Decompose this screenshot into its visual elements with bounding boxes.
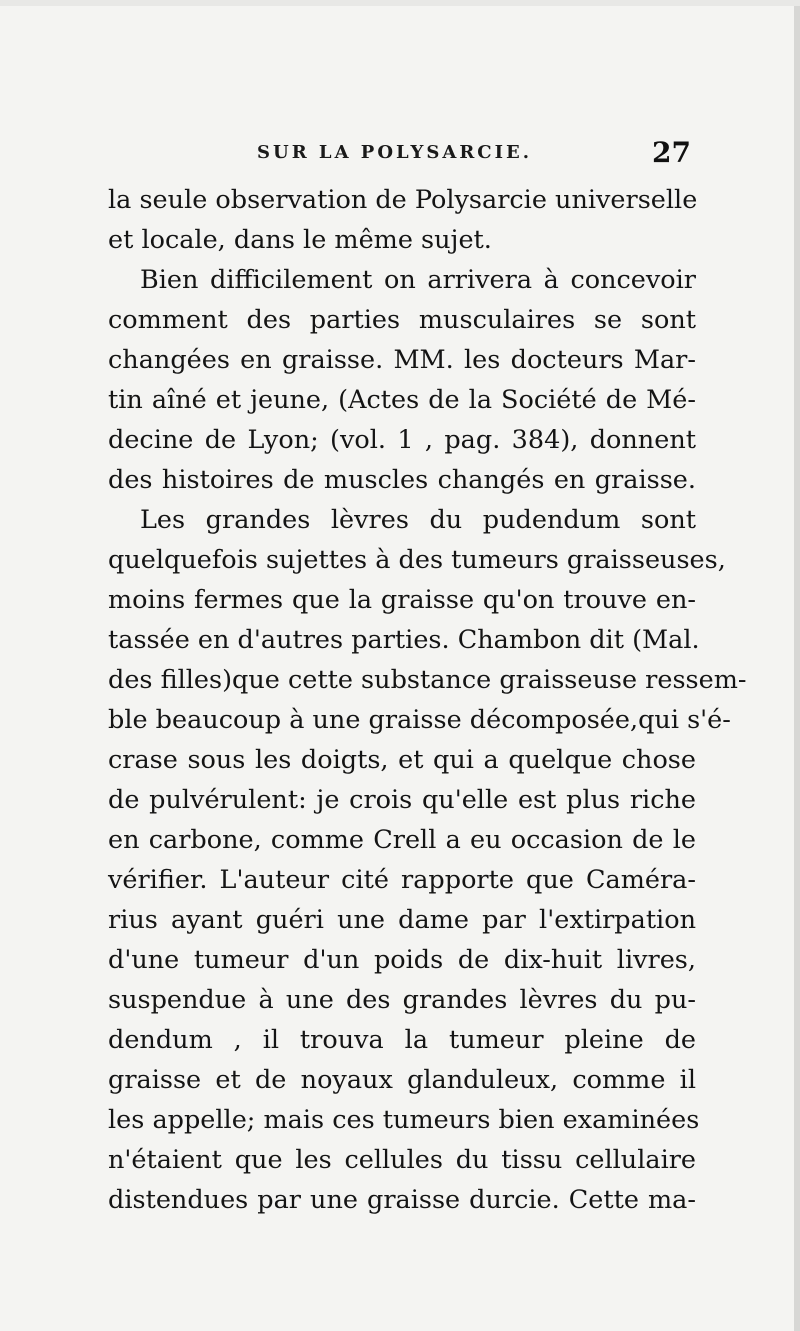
- text-line: la seule observation de Polysarcie universelle: [108, 185, 698, 215]
- text-line: des histoires de muscles changés en graisse.: [108, 465, 696, 495]
- text-line: tin aîné et jeune, (Actes de la Société de Mé-: [108, 385, 696, 415]
- text-line: graisse et de noyaux glanduleux, comme il: [108, 1065, 696, 1095]
- running-title: SUR LA POLYSARCIE.: [257, 142, 533, 163]
- text-line: de pulvérulent: je crois qu'elle est plus riche: [108, 785, 696, 815]
- text-line: comment des parties musculaires se sont: [108, 305, 696, 335]
- text-line: des filles)que cette substance graisseuse ressem-: [108, 665, 747, 695]
- text-line: tassée en d'autres parties. Chambon dit (Mal.: [108, 625, 700, 655]
- page-number: 27: [652, 136, 691, 169]
- paragraph-first-line: Les grandes lèvres du pudendum sont: [140, 505, 696, 535]
- text-line: vérifier. L'auteur cité rapporte que Caméra-: [108, 865, 696, 895]
- text-line: crase sous les doigts, et qui a quelque chose: [108, 745, 696, 775]
- text-line: rius ayant guéri une dame par l'extirpation: [108, 905, 696, 935]
- text-line: distendues par une graisse durcie. Cette ma-: [108, 1185, 696, 1215]
- text-line: changées en graisse. MM. les docteurs Mar-: [108, 345, 696, 375]
- text-line: moins fermes que la graisse qu'on trouve en-: [108, 585, 696, 615]
- text-line: suspendue à une des grandes lèvres du pu-: [108, 985, 696, 1015]
- text-line: d'une tumeur d'un poids de dix-huit livres,: [108, 945, 696, 975]
- running-head: [0, 134, 800, 174]
- text-line: quelquefois sujettes à des tumeurs graisseuses,: [108, 545, 726, 575]
- text-line: n'étaient que les cellules du tissu cellulaire: [108, 1145, 696, 1175]
- paragraph-first-line: Bien difficilement on arrivera à concevoir: [140, 265, 696, 295]
- text-line: en carbone, comme Crell a eu occasion de le: [108, 825, 696, 855]
- text-line: les appelle; mais ces tumeurs bien examinées: [108, 1105, 700, 1135]
- text-line: ble beaucoup à une graisse décomposée,qui s'é-: [108, 705, 731, 735]
- page-top-edge: [0, 0, 800, 6]
- text-line: dendum , il trouva la tumeur pleine de: [108, 1025, 696, 1055]
- text-line: et locale, dans le même sujet.: [108, 225, 492, 255]
- text-line: decine de Lyon; (vol. 1 , pag. 384), donnent: [108, 425, 696, 455]
